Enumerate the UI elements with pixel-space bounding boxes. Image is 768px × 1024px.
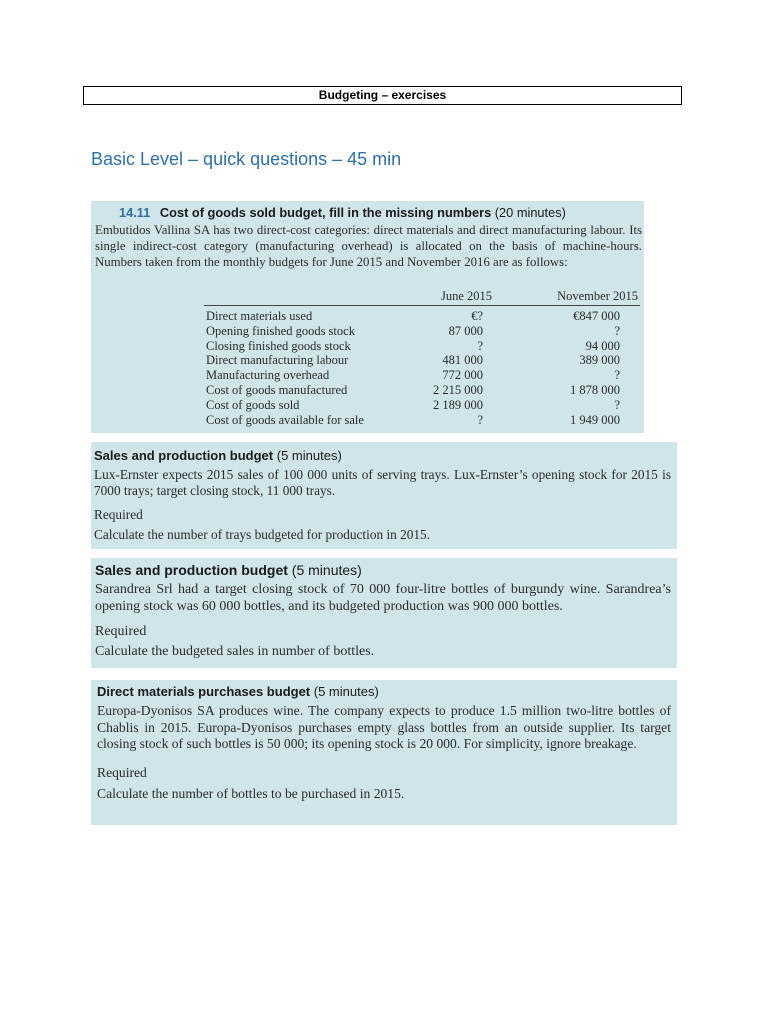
cell-november: €847 000 (573, 309, 620, 323)
sales-production-panel-2 (91, 558, 677, 668)
exercise-time: (20 minutes) (494, 205, 566, 220)
row-label: Direct manufacturing labour (206, 353, 349, 368)
table-header-row (204, 287, 640, 306)
required-text: Calculate the budgeted sales in number of bottles. (95, 644, 375, 659)
section-title: Basic Level – quick questions – 45 min (91, 149, 402, 169)
cell-november: 389 000 (579, 353, 620, 368)
exercise-time: (5 minutes) (291, 562, 362, 578)
document-header (83, 86, 682, 105)
exercise-heading (95, 562, 671, 578)
required-text: Calculate the number of bottles to be purchased in 2015. (97, 786, 405, 801)
cell-june: 87 000 (448, 323, 483, 338)
table-row (204, 383, 640, 398)
exercise-heading (97, 684, 671, 699)
exercise-title: Sales and production budget (95, 562, 288, 578)
cell-june: 481 000 (442, 353, 483, 368)
cell-november: ? (614, 368, 620, 383)
exercise-body: Sarandrea Srl had a target closing stock of 70 000 four-litre bottles of burgundy wine. Sarandrea’s opening stock was 60 000 bottles, and its budgeted production was 900 000 bottles. (95, 582, 671, 614)
sales-production-panel-1 (91, 442, 677, 549)
required-label: Required (95, 624, 147, 639)
required-text: Calculate the number of trays budgeted for production in 2015. (94, 527, 431, 542)
cell-june: ? (477, 338, 483, 353)
row-label: Opening finished goods stock (206, 323, 355, 338)
exercise-title: Direct materials purchases budget (97, 684, 311, 699)
table-row (204, 353, 640, 368)
column-header-november: November 2015 (557, 289, 638, 303)
cell-november: 1 878 000 (570, 382, 620, 397)
exercise-14-11-panel (91, 201, 644, 433)
required-label: Required (97, 764, 147, 780)
exercise-heading (94, 448, 671, 463)
row-label: Cost of goods available for sale (206, 412, 364, 427)
document-title: Budgeting – exercises (318, 88, 447, 102)
exercise-body: Lux-Ernster expects 2015 sales of 100 000 units of serving trays. Lux-Ernster’s opening stock for 2015 is 7000 trays; target closing stock, 11 000 trays. (94, 467, 671, 498)
row-label: Manufacturing overhead (206, 368, 330, 383)
cell-june: 2 189 000 (433, 397, 483, 412)
direct-materials-panel (91, 680, 677, 825)
table-body (204, 306, 640, 427)
exercise-title: Sales and production budget (94, 448, 274, 463)
cell-june: 772 000 (442, 368, 483, 383)
exercise-heading (95, 205, 642, 220)
exercise-time: (5 minutes) (313, 684, 379, 699)
exercise-body: Embutidos Vallina SA has two direct-cost categories: direct materials and direct manufacturing labour. Its single indirect-cost category (manufacturing overhead) is allocated on the basis of machine-hours. Numbers taken from the monthly budgets for June 2015 and November 2016 are as follows: (95, 223, 642, 270)
cell-june: €? (471, 309, 483, 323)
row-label: Cost of goods sold (206, 397, 300, 412)
budget-table (204, 287, 640, 427)
cell-november: ? (614, 397, 620, 412)
exercise-number: 14.11 (119, 205, 151, 220)
row-label: Cost of goods manufactured (206, 382, 348, 397)
required-label: Required (94, 507, 143, 522)
exercise-time: (5 minutes) (276, 448, 342, 463)
cell-june: ? (477, 412, 483, 427)
cell-november: 94 000 (585, 338, 620, 353)
table-row (204, 413, 640, 428)
table-row (204, 339, 640, 354)
table-row (204, 324, 640, 339)
exercise-body: Europa-Dyonisos SA produces wine. The company expects to produce 1.5 million two-litre bottles of Chablis in 2015. Europa-Dyonisos purchases empty glass bottles from an outside supplier. Its target closing stock of such bottles is 50 000; its opening stock is 20 000. For simplicity, ignore breakage. (97, 703, 671, 751)
row-label: Closing finished goods stock (206, 338, 351, 353)
table-row (204, 309, 640, 324)
cell-november: 1 949 000 (570, 412, 620, 427)
exercise-title: Cost of goods sold budget, fill in the missing numbers (159, 205, 492, 220)
row-label: Direct materials used (206, 309, 313, 323)
cell-june: 2 215 000 (433, 382, 483, 397)
table-row (204, 398, 640, 413)
cell-november: ? (614, 323, 620, 338)
column-header-june: June 2015 (440, 289, 492, 303)
table-row (204, 368, 640, 383)
